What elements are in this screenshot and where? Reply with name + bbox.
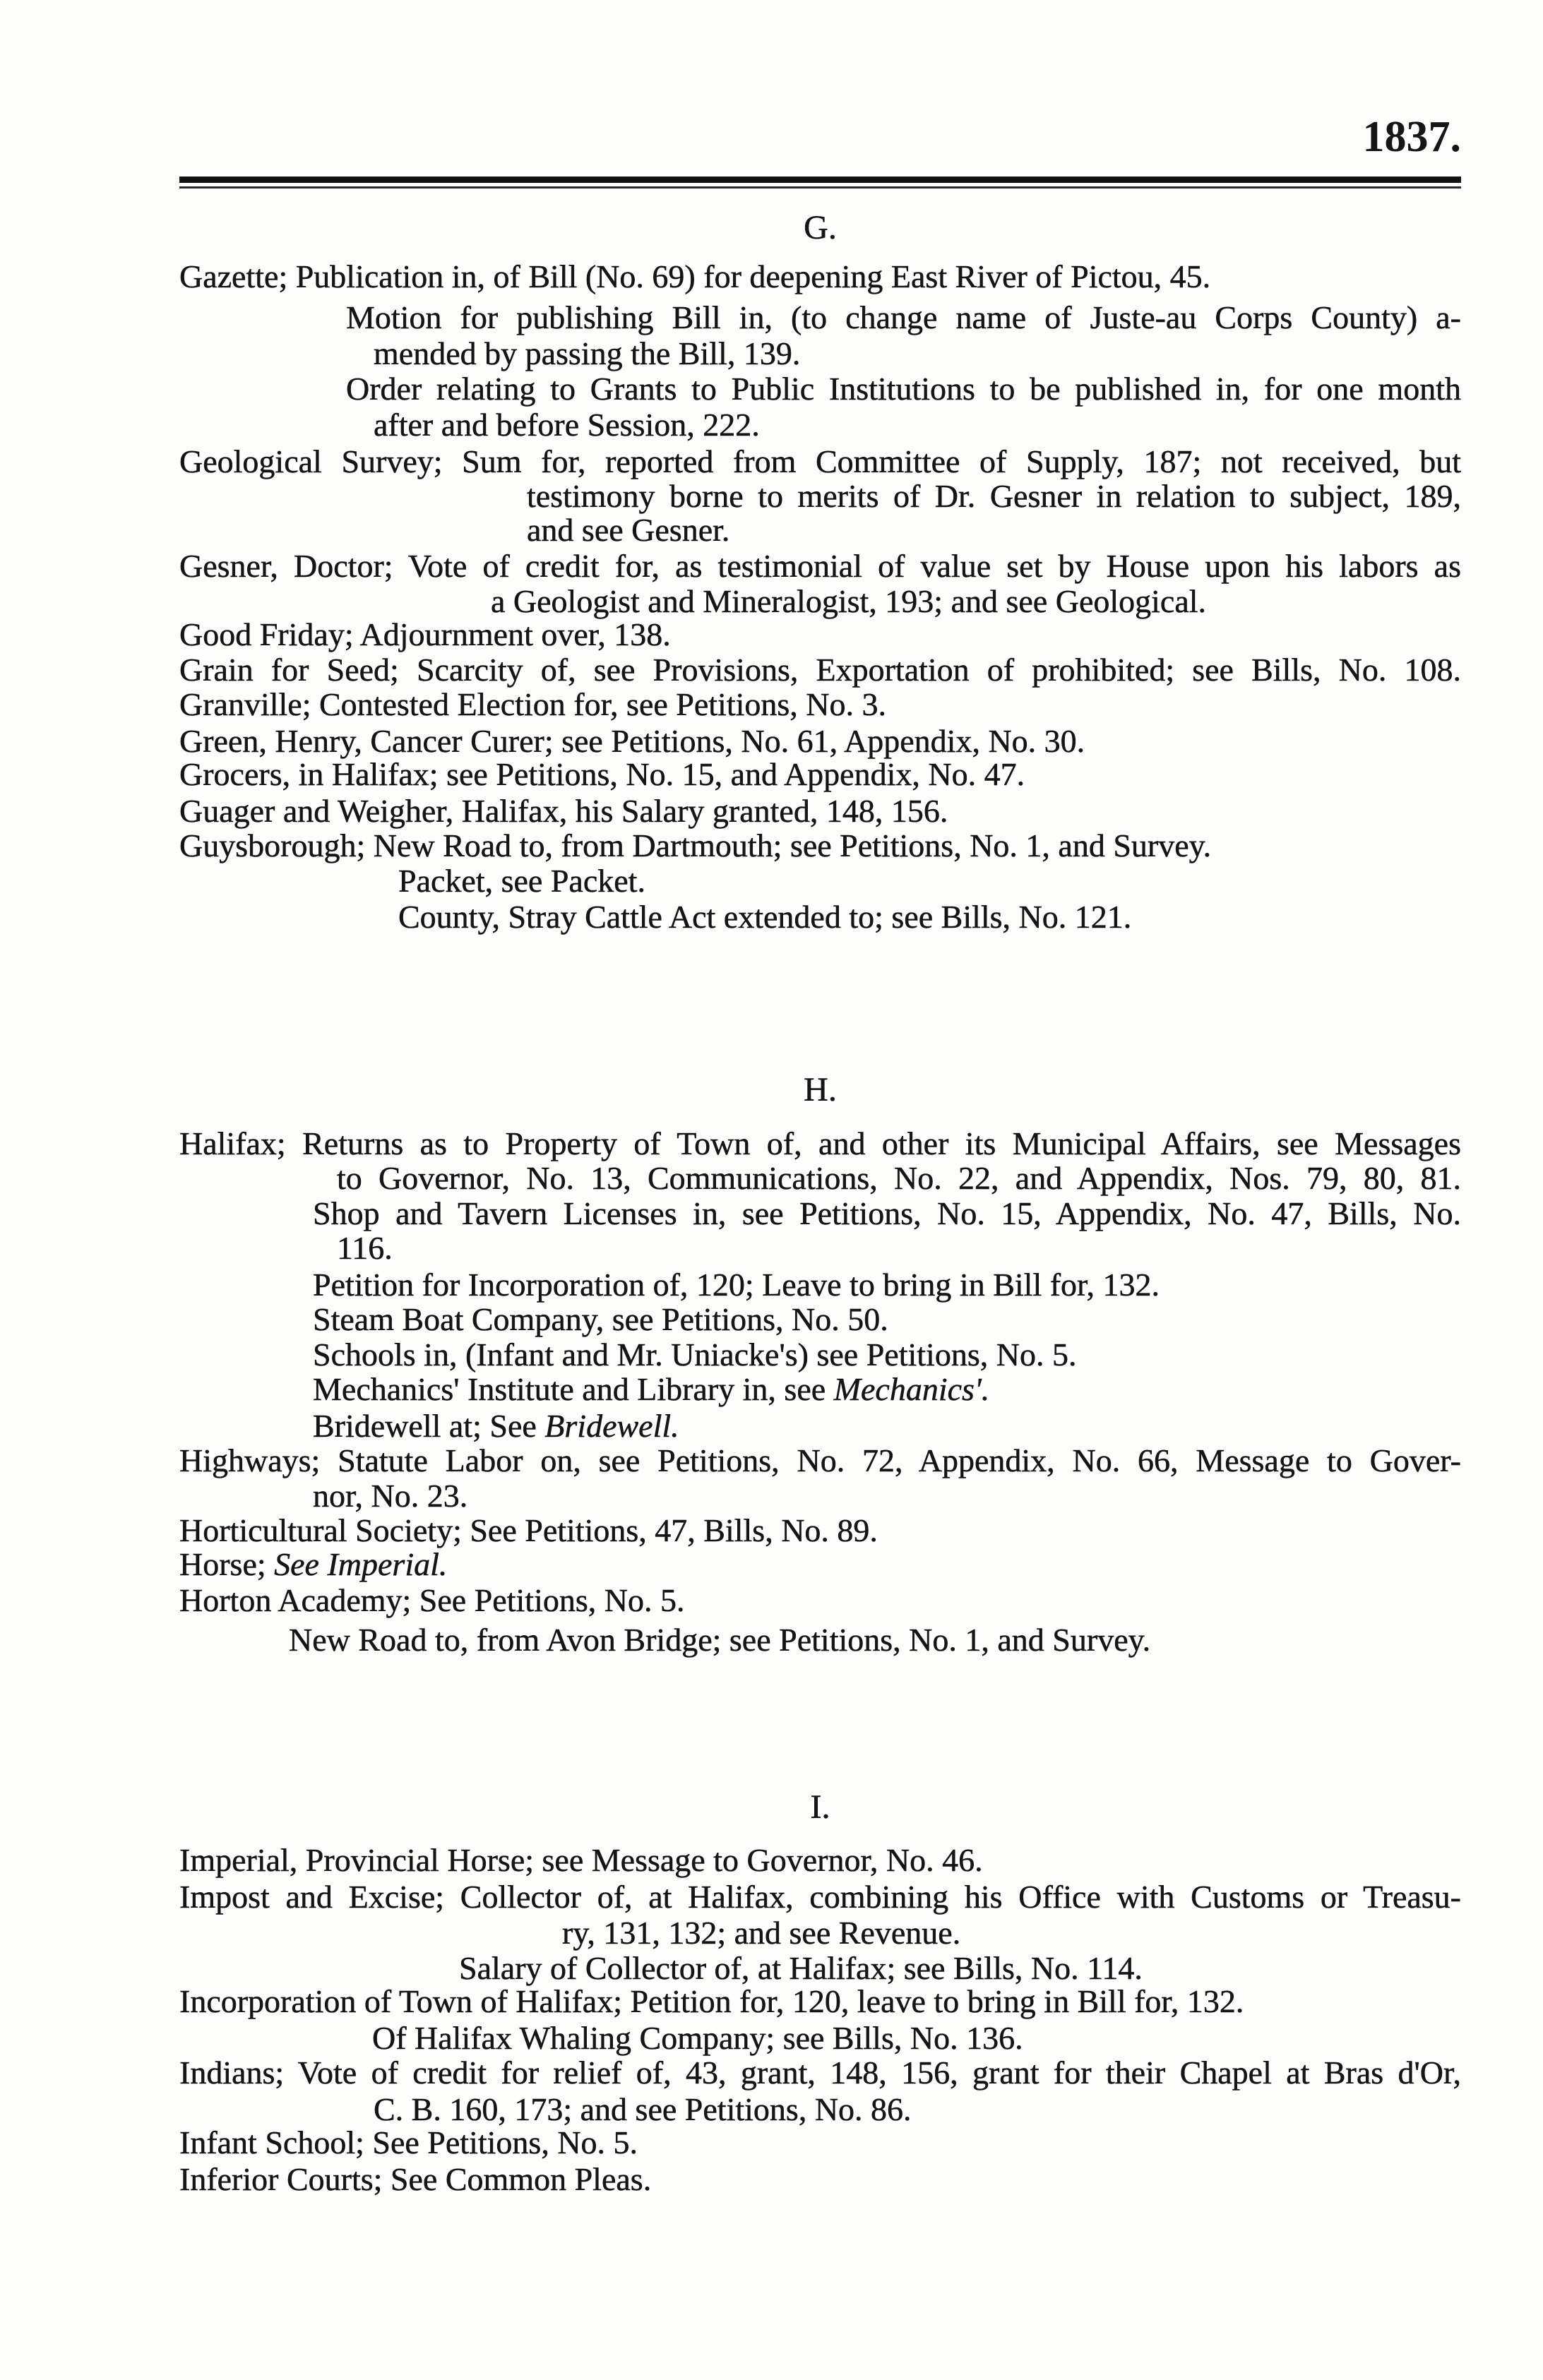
subentry-mechanics-institute — [313, 1370, 989, 1409]
entry-gazette: Gazette; Publication in, of Bill (No. 69) for deepening East River of Pictou, 45. — [179, 258, 1211, 294]
entry-grain-for-seed: Grain for Seed; Scarcity of, see Provisions, Exportation of prohibited; see Bills, No. 108. — [179, 652, 1461, 688]
subentry-schools: Schools in, (Infant and Mr. Uniacke's) see Petitions, No. 5. — [313, 1336, 1077, 1373]
cross-reference-italic: Mechanics'. — [833, 1371, 990, 1407]
header-rule-thin — [179, 186, 1461, 189]
entry-continuation: testimony borne to merits of Dr. Gesner in relation to subject, 189, — [527, 478, 1461, 514]
subentry-packet: Packet, see Packet. — [398, 863, 645, 899]
subentry-salary-collector: Salary of Collector of, at Halifax; see Bills, No. 114. — [459, 1950, 1143, 1986]
entry-horton-academy: Horton Academy; See Petitions, No. 5. — [179, 1582, 685, 1618]
entry-indians: Indians; Vote of credit for relief of, 43, grant, 148, 156, grant for their Chapel at Bras d'Or, — [179, 2055, 1461, 2091]
entry-continuation: C. B. 160, 173; and see Petitions, No. 86. — [374, 2091, 912, 2127]
entry-incorporation: Incorporation of Town of Halifax; Petition for, 120, leave to bring in Bill for, 132. — [179, 1983, 1244, 2019]
entry-imperial: Imperial, Provincial Horse; see Message to Governor, No. 46. — [179, 1842, 983, 1878]
entry-text: Bridewell at; See — [313, 1408, 545, 1444]
entry-geological-survey: Geological Survey; Sum for, reported from Committee of Supply, 187; not received, but — [179, 443, 1461, 479]
entry-grocers: Grocers, in Halifax; see Petitions, No. 15, and Appendix, No. 47. — [179, 756, 1025, 792]
entry-impost-excise: Impost and Excise; Collector of, at Halifax, combining his Office with Customs or Treasu- — [179, 1879, 1461, 1915]
entry-text: Horse; — [179, 1546, 275, 1582]
header-rule-thick — [179, 177, 1461, 183]
entry-inferior-courts: Inferior Courts; See Common Pleas. — [179, 2161, 652, 2197]
entry-text: Mechanics' Institute and Library in, see — [313, 1371, 834, 1407]
entry-continuation: mended by passing the Bill, 139. — [374, 335, 801, 371]
subentry-new-road-avon-bridge: New Road to, from Avon Bridge; see Petitions, No. 1, and Survey. — [289, 1622, 1151, 1658]
subentry-petition-incorporation: Petition for Incorporation of, 120; Leave to bring in Bill for, 132. — [313, 1267, 1160, 1303]
subentry-steam-boat-company: Steam Boat Company, see Petitions, No. 50. — [313, 1301, 888, 1337]
entry-continuation: after and before Session, 222. — [374, 407, 760, 443]
entry-green-henry: Green, Henry, Cancer Curer; see Petitions, No. 61, Appendix, No. 30. — [179, 723, 1085, 759]
entry-horse — [179, 1545, 447, 1584]
page-year: 1837. — [1362, 113, 1461, 161]
section-heading-i: I. — [810, 1788, 830, 1826]
entry-continuation: 116. — [337, 1230, 393, 1266]
subentry-county-stray-cattle: County, Stray Cattle Act extended to; see Bills, No. 121. — [398, 899, 1132, 935]
entry-granville: Granville; Contested Election for, see Petitions, No. 3. — [179, 686, 887, 722]
subentry-whaling-company: Of Halifax Whaling Company; see Bills, No. 136. — [372, 2020, 1023, 2056]
entry-continuation: a Geologist and Mineralogist, 193; and see Geological. — [491, 583, 1207, 619]
cross-reference-italic: Bridewell. — [544, 1408, 679, 1444]
entry-continuation: ry, 131, 132; and see Revenue. — [562, 1915, 961, 1951]
entry-horticultural-society: Horticultural Society; See Petitions, 47, Bills, No. 89. — [179, 1512, 878, 1548]
cross-reference-italic: See Imperial. — [274, 1546, 448, 1582]
subentry-motion-publishing-bill: Motion for publishing Bill in, (to change name of Juste-au Corps County) a- — [346, 299, 1461, 335]
subentry-shop-tavern-licenses: Shop and Tavern Licenses in, see Petitions, No. 15, Appendix, No. 47, Bills, No. — [313, 1195, 1461, 1231]
section-heading-g: G. — [804, 209, 837, 246]
entry-highways: Highways; Statute Labor on, see Petitions, No. 72, Appendix, No. 66, Message to Gover- — [179, 1442, 1461, 1478]
entry-good-friday: Good Friday; Adjournment over, 138. — [179, 616, 671, 652]
entry-guysborough: Guysborough; New Road to, from Dartmouth; see Petitions, No. 1, and Survey. — [179, 827, 1212, 863]
entry-continuation: to Governor, No. 13, Communications, No. 22, and Appendix, Nos. 79, 80, 81. — [337, 1160, 1461, 1196]
subentry-bridewell — [313, 1407, 679, 1445]
entry-gesner-doctor: Gesner, Doctor; Vote of credit for, as testimonial of value set by House upon his labors as — [179, 548, 1461, 584]
entry-continuation: nor, No. 23. — [313, 1478, 468, 1514]
entry-halifax: Halifax; Returns as to Property of Town of, and other its Municipal Affairs, see Messages — [179, 1125, 1461, 1161]
entry-infant-school: Infant School; See Petitions, No. 5. — [179, 2124, 638, 2160]
subentry-order-grants: Order relating to Grants to Public Institutions to be published in, for one month — [346, 371, 1461, 407]
entry-guager-weigher: Guager and Weigher, Halifax, his Salary granted, 148, 156. — [179, 793, 948, 829]
entry-continuation: and see Gesner. — [527, 512, 730, 548]
section-heading-h: H. — [804, 1071, 837, 1108]
